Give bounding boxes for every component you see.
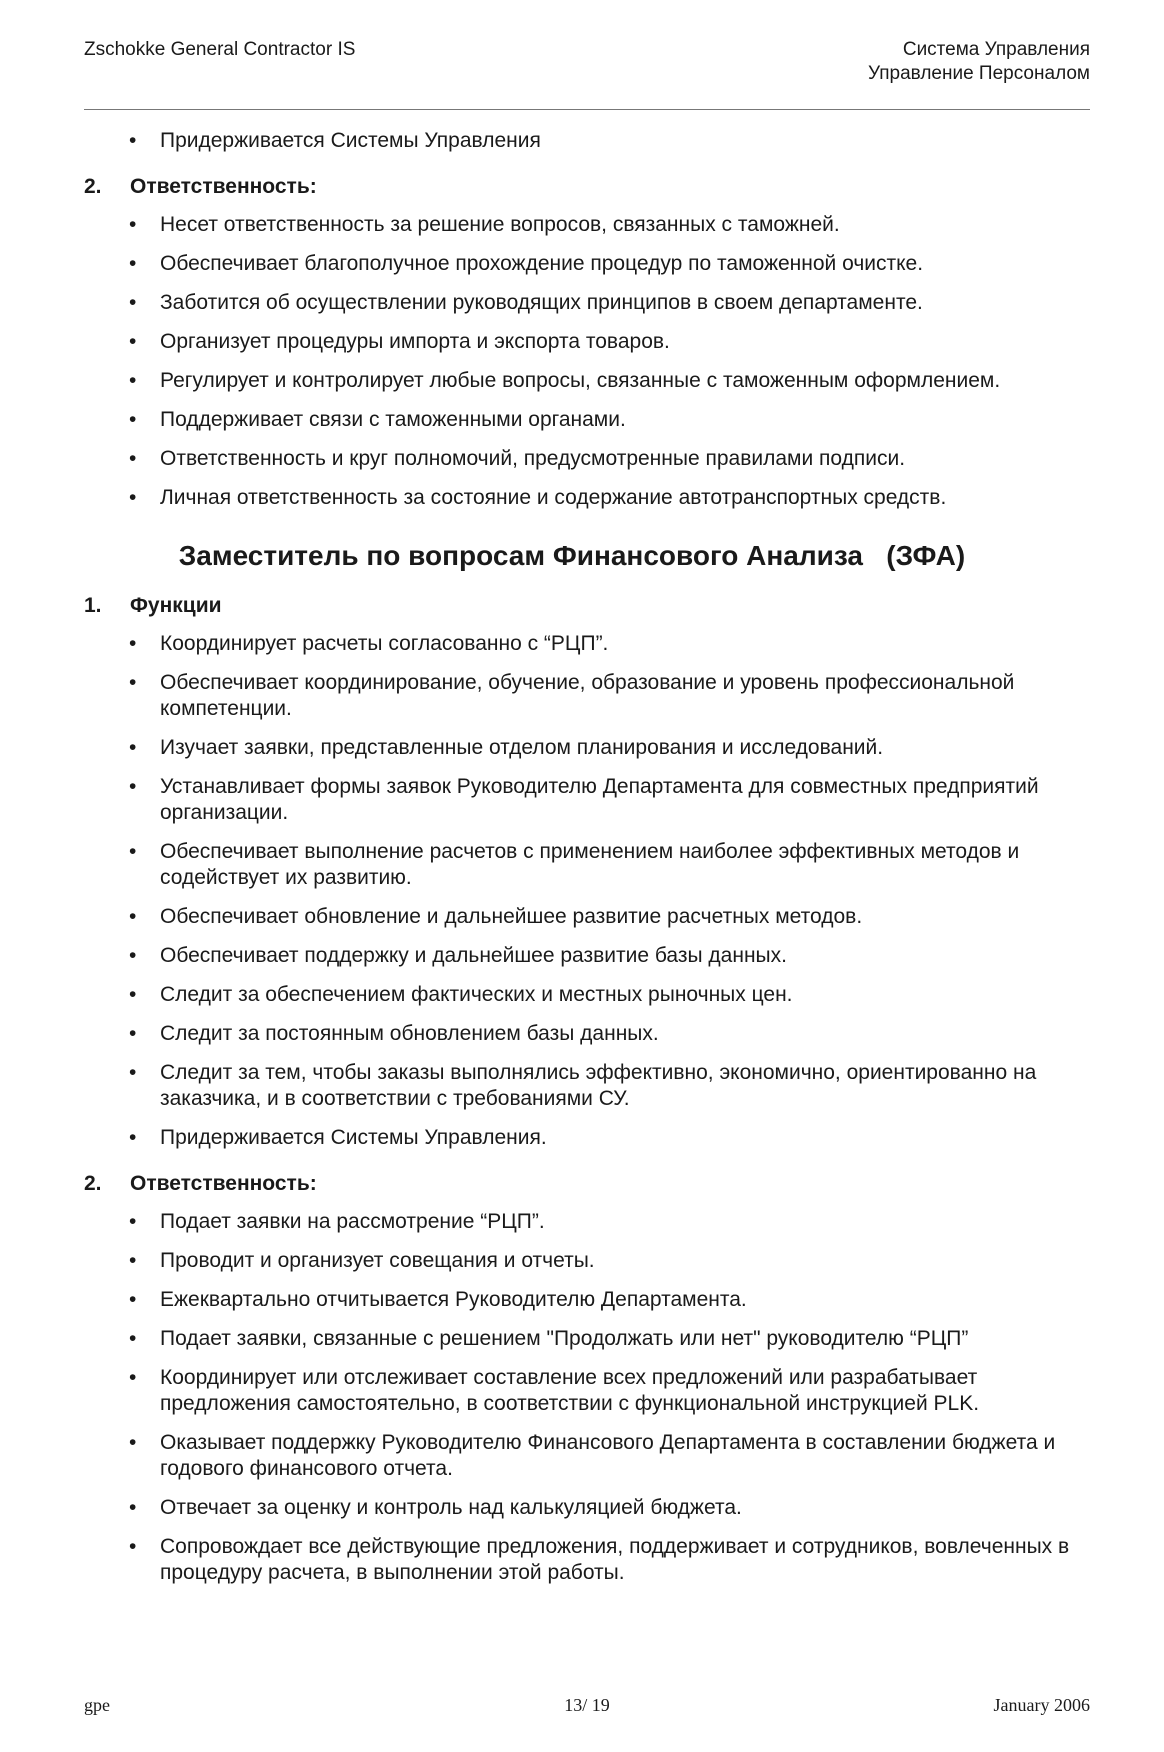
- list-item-text: Обеспечивает поддержку и дальнейшее развитие базы данных.: [160, 944, 787, 967]
- list-item: [84, 670, 1090, 722]
- bullet-icon: •: [129, 1288, 137, 1311]
- list-item: [84, 735, 1090, 761]
- list-item-text: Организует процедуры импорта и экспорта товаров.: [160, 330, 670, 353]
- section-title-text: Ответственность:: [130, 1172, 317, 1195]
- list-item-text: Обеспечивает благополучное прохождение процедур по таможенной очистке.: [160, 252, 924, 275]
- bullet-icon: •: [129, 840, 137, 863]
- footer-author: gpe: [84, 1695, 110, 1715]
- list-item-text: Оказывает поддержку Руководителю Финансового Департамента в составлении бюджета и годового финансового отчета.: [160, 1431, 1056, 1480]
- bullet-icon: •: [129, 129, 137, 152]
- list-item-text: Ежеквартально отчитывается Руководителю Департамента.: [160, 1288, 747, 1311]
- list-item-text: Изучает заявки, представленные отделом планирования и исследований.: [160, 736, 884, 759]
- list-item: [84, 1287, 1090, 1313]
- section-title: Управление Персоналом: [868, 63, 1090, 84]
- bullet-icon: •: [129, 1535, 137, 1558]
- list-item-text: Личная ответственность за состояние и содержание автотранспортных средств.: [160, 486, 947, 509]
- list-item: [84, 1125, 1090, 1151]
- list-item-text: Подает заявки, связанные с решением "Продолжать или нет" руководителю “РЦП”: [160, 1327, 969, 1350]
- list-item-text: Координирует или отслеживает составление всех предложений или разрабатывает предложения самостоятельно, в соответствии с функциональной инструкцией PLK.: [160, 1366, 980, 1415]
- section-heading-responsibility-1: [84, 174, 1090, 200]
- section-number: 1.: [84, 594, 102, 617]
- bullet-icon: •: [129, 671, 137, 694]
- list-item-text: Следит за обеспечением фактических и местных рыночных цен.: [160, 983, 793, 1006]
- list-item-text: Сопровождает все действующие предложения, поддерживает и сотрудников, вовлеченных в процедуру расчета, в выполнении этой работы.: [160, 1535, 1070, 1584]
- section-number: 2.: [84, 1172, 102, 1195]
- list-item-text: Поддерживает связи с таможенными органами.: [160, 408, 626, 431]
- bullet-icon: •: [129, 1366, 137, 1389]
- responsibility-list-1: [84, 212, 1090, 511]
- list-item: [84, 1534, 1090, 1586]
- page-number: 13/ 19: [564, 1695, 610, 1715]
- list-item-text: Проводит и организует совещания и отчеты.: [160, 1249, 595, 1272]
- list-item-text: Следит за постоянным обновлением базы данных.: [160, 1022, 659, 1045]
- list-item: [84, 943, 1090, 969]
- list-item-text: Ответственность и круг полномочий, предусмотренные правилами подписи.: [160, 447, 906, 470]
- list-item-text: Придерживается Системы Управления.: [160, 1126, 547, 1149]
- section-heading-functions: [84, 593, 1090, 619]
- list-item: [84, 839, 1090, 891]
- page-header: [84, 38, 1090, 110]
- list-item: [84, 485, 1090, 511]
- list-item: [84, 1495, 1090, 1521]
- list-item-text: Устанавливает формы заявок Руководителю Департамента для совместных предприятий организации.: [160, 775, 1039, 824]
- bullet-icon: •: [129, 369, 137, 392]
- bullet-icon: •: [129, 1249, 137, 1272]
- list-item-text: Регулирует и контролирует любые вопросы, связанные с таможенным оформлением.: [160, 369, 1001, 392]
- list-item: [84, 1326, 1090, 1352]
- list-item-text: Несет ответственность за решение вопросов, связанных с таможней.: [160, 213, 840, 236]
- functions-list: [84, 631, 1090, 1151]
- bullet-icon: •: [129, 1496, 137, 1519]
- system-title: Система Управления: [902, 39, 1090, 60]
- list-item: [84, 982, 1090, 1008]
- responsibility-list-2: [84, 1209, 1090, 1586]
- bullet-icon: •: [129, 1210, 137, 1233]
- list-item-text: Следит за тем, чтобы заказы выполнялись эффективно, экономично, ориентированно на заказчика, и в соответствии с требованиями СУ.: [160, 1061, 1037, 1110]
- list-item: [84, 290, 1090, 316]
- bullet-icon: •: [129, 775, 137, 798]
- company-name: Zschokke General Contractor IS: [84, 39, 356, 60]
- list-item: [84, 1430, 1090, 1482]
- document-body: [84, 128, 1090, 1599]
- list-item-text: Координирует расчеты согласованно с “РЦП”.: [160, 632, 609, 655]
- list-item: [84, 774, 1090, 826]
- bullet-icon: •: [129, 944, 137, 967]
- header-titles: [868, 38, 1090, 86]
- list-item-text: Придерживается Системы Управления: [160, 129, 541, 152]
- list-item: [84, 1021, 1090, 1047]
- main-title: Заместитель по вопросам Финансового Анализа (ЗФА): [178, 540, 966, 571]
- list-item: [84, 368, 1090, 394]
- bullet-icon: •: [129, 905, 137, 928]
- bullet-icon: •: [129, 252, 137, 275]
- list-item-text: Обеспечивает обновление и дальнейшее развитие расчетных методов.: [160, 905, 863, 928]
- bullet-icon: •: [129, 1061, 137, 1084]
- bullet-icon: •: [129, 213, 137, 236]
- list-item: [84, 904, 1090, 930]
- bullet-icon: •: [129, 447, 137, 470]
- bullet-icon: •: [129, 1022, 137, 1045]
- list-item: [84, 631, 1090, 657]
- bullet-icon: •: [129, 1327, 137, 1350]
- list-item: [84, 1209, 1090, 1235]
- bullet-icon: •: [129, 1431, 137, 1454]
- bullet-icon: •: [129, 1126, 137, 1149]
- list-item: [84, 329, 1090, 355]
- section-title-text: Функции: [130, 594, 222, 617]
- bullet-icon: •: [129, 408, 137, 431]
- list-item: [84, 1248, 1090, 1274]
- footer-date: January 2006: [993, 1695, 1090, 1715]
- bullet-icon: •: [129, 291, 137, 314]
- section-title-text: Ответственность:: [130, 175, 317, 198]
- bullet-icon: •: [129, 632, 137, 655]
- page-footer: [84, 1694, 1090, 1720]
- section-number: 2.: [84, 175, 102, 198]
- intro-list: [84, 128, 1090, 154]
- section-heading-responsibility-2: [84, 1171, 1090, 1197]
- list-item: [84, 1365, 1090, 1417]
- list-item-text: Отвечает за оценку и контроль над калькуляцией бюджета.: [160, 1496, 742, 1519]
- bullet-icon: •: [129, 486, 137, 509]
- list-item: [84, 1060, 1090, 1112]
- list-item: [84, 128, 1090, 154]
- list-item-text: Обеспечивает выполнение расчетов с применением наиболее эффективных методов и содействует их развитию.: [160, 840, 1020, 889]
- bullet-icon: •: [129, 330, 137, 353]
- list-item-text: Обеспечивает координирование, обучение, образование и уровень профессиональной компетенции.: [160, 671, 1015, 720]
- list-item-text: Подает заявки на рассмотрение “РЦП”.: [160, 1210, 545, 1233]
- list-item-text: Заботится об осуществлении руководящих принципов в своем департаменте.: [160, 291, 923, 314]
- list-item: [84, 407, 1090, 433]
- list-item: [84, 251, 1090, 277]
- list-item: [84, 212, 1090, 238]
- bullet-icon: •: [129, 736, 137, 759]
- list-item: [84, 446, 1090, 472]
- bullet-icon: •: [129, 983, 137, 1006]
